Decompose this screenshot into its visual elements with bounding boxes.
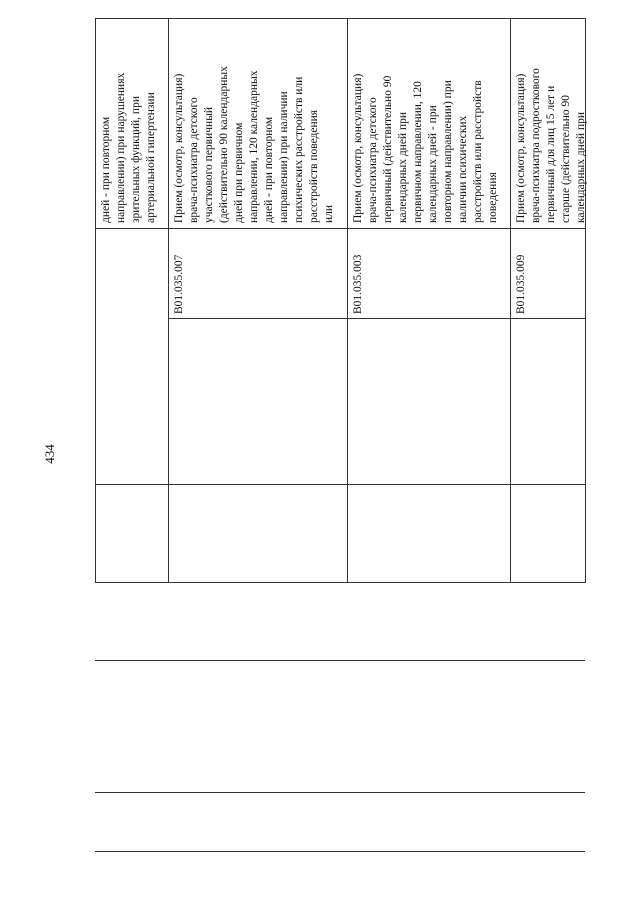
table-right-border [585,18,586,583]
grid-line [95,792,585,793]
grid-line [95,660,585,661]
page-number: 434 [42,444,57,464]
row-separator [510,18,511,583]
row-description: дней - при повторном направлении) при нарушениях зрительных функций, при артериальной гипертензии [100,72,157,223]
row-description: Прием (осмотр, консультация) врача-психиатра детского участкового первичный (действительно 90 календарных дней при первичном направлении, 120 календарных дней - при повторном направлении) при наличии психических расстройств или расстройств поведения или [173,66,335,223]
service-code: B01.035.009 [515,254,527,314]
row-separator [168,18,169,583]
column-separator [168,318,585,319]
row-separator [347,18,348,583]
row-description: Прием (осмотр, консультация) врача-психиатра подросткового первичный для лиц 15 лет и старше (действительно 90 календарных дней при [515,68,587,223]
row-description: Прием (осмотр, консультация) врача-психиатра детского первичный (действительно 90 календарных дней при первичном направлении, 120 календарных дней - при повторном направлении) при наличии психических расстройств или расстройств поведения [352,73,499,223]
table-left-border [95,18,96,583]
service-code: B01.035.003 [352,254,364,314]
service-code: B01.035.007 [173,254,185,314]
grid-line [95,851,585,852]
